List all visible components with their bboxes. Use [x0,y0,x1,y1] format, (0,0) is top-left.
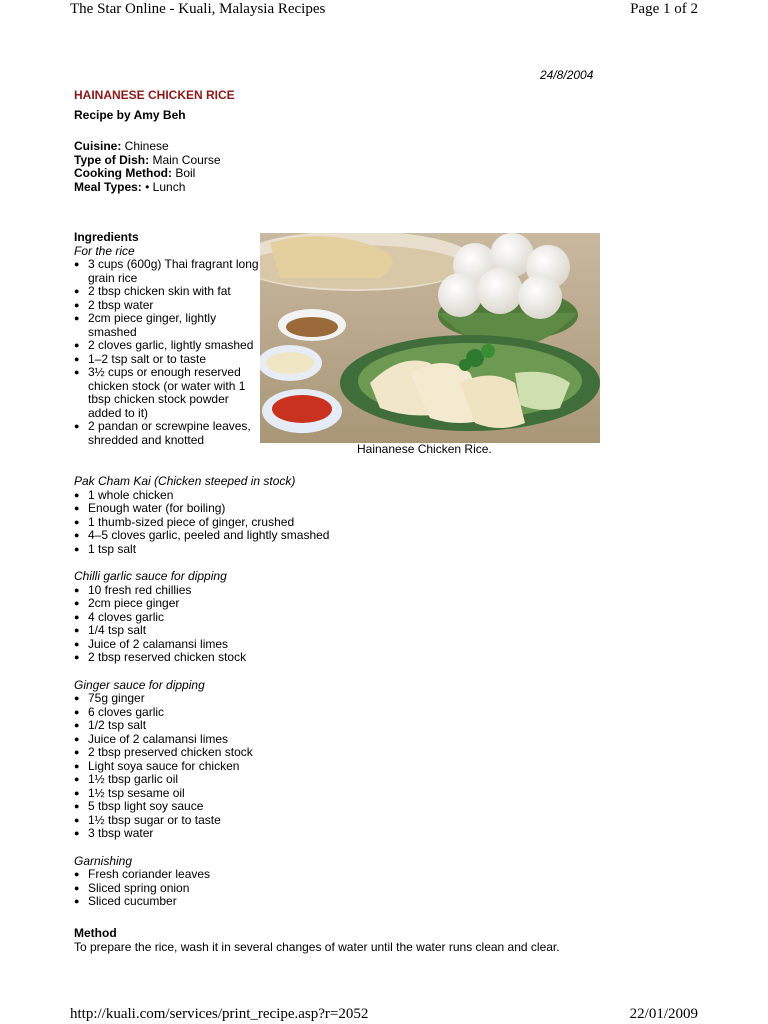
list-item: ● 2 tbsp preserved chicken stock [74,746,674,760]
photo-caption: Hainanese Chicken Rice. [357,442,492,456]
ingredients-heading: Ingredients [74,230,139,244]
method-section [74,927,694,954]
list-item: ● 1 tsp salt [74,543,674,557]
recipe-byline: Recipe by Amy Beh [74,108,186,122]
meta-cuisine: Cuisine: Chinese [74,139,169,153]
list-item: ● 1 thumb-sized piece of ginger, crushed [74,516,674,530]
chicken-rice-photo [260,233,600,443]
list-item: ● 2cm piece ginger [74,597,674,611]
list-item: ● 1½ tbsp garlic oil [74,773,674,787]
recipe-title: HAINANESE CHICKEN RICE [74,88,235,102]
list-item: ● 1–2 tsp salt or to taste [74,353,259,367]
list-item: ● 1½ tsp sesame oil [74,787,674,801]
section-heading: Ginger sauce for dipping [74,677,205,692]
list-item: ● 2 pandan or screwpine leaves, shredded and knotted [74,420,259,447]
list-item: ● 1 whole chicken [74,489,674,503]
list-item: ● 3½ cups or enough reserved chicken stock (or water with 1 tbsp chicken stock powder added to it) [74,366,259,420]
method-text: To prepare the rice, wash it in several changes of water until the water runs clean and clear. [74,939,560,954]
section-list [74,584,674,665]
ingredients-sections [74,475,674,909]
list-item: ● 6 cloves garlic [74,706,674,720]
section-heading: Garnishing [74,853,133,868]
section-chilli-sauce [74,570,674,665]
list-item: ● Enough water (for boiling) [74,502,674,516]
list-item: ● 3 tbsp water [74,827,674,841]
list-item: ● Juice of 2 calamansi limes [74,638,674,652]
section-list [74,489,674,557]
meta-cooking-method: Cooking Method: Boil [74,166,196,180]
list-item: ● 2 cloves garlic, lightly smashed [74,339,259,353]
list-item: ● 4 cloves garlic [74,611,674,625]
list-item: ● 2cm piece ginger, lightly smashed [74,312,259,339]
list-item: ● 1/2 tsp salt [74,719,674,733]
list-item: ● 1½ tbsp sugar or to taste [74,814,674,828]
list-item: ● Sliced cucumber [74,895,674,909]
rice-heading: For the rice [74,243,135,258]
section-ginger-sauce [74,679,674,841]
meta-meal-types: Meal Types: • Lunch [74,179,186,194]
section-list [74,692,674,841]
meta-dish-type: Type of Dish: Main Course [74,152,221,167]
list-item: ● Fresh coriander leaves [74,868,674,882]
list-item: ● Juice of 2 calamansi limes [74,733,674,747]
recipe-date: 24/8/2004 [540,68,594,82]
list-item: ● 75g ginger [74,692,674,706]
list-item: ● 1/4 tsp salt [74,624,674,638]
footer-url: http://kuali.com/services/print_recipe.asp?r=2052 [70,1006,369,1022]
section-chicken-steeped [74,475,674,556]
list-item: ● 4–5 cloves garlic, peeled and lightly smashed [74,529,674,543]
list-item: ● Sliced spring onion [74,882,674,896]
list-item: ● 2 tbsp water [74,299,259,313]
footer-print-date: 22/01/2009 [629,1006,698,1022]
recipe-meta [74,140,221,194]
ingredients-rice [74,231,259,447]
list-item: ● 10 fresh red chillies [74,584,674,598]
list-item: ● 2 tbsp chicken skin with fat [74,285,259,299]
section-heading: Pak Cham Kai (Chicken steeped in stock) [74,474,296,488]
section-list [74,868,674,909]
rice-list [74,258,259,447]
page-number: Page 1 of 2 [630,1,698,17]
list-item: ● 5 tbsp light soy sauce [74,800,674,814]
section-heading: Chilli garlic sauce for dipping [74,569,227,583]
list-item: ● 2 tbsp reserved chicken stock [74,651,674,665]
list-item: ● Light soya sauce for chicken [74,760,674,774]
print-header-title: The Star Online - Kuali, Malaysia Recipes [70,1,326,17]
section-garnishing [74,855,674,909]
list-item: ● 3 cups (600g) Thai fragrant long grain rice [74,258,259,285]
method-heading: Method [74,926,117,940]
